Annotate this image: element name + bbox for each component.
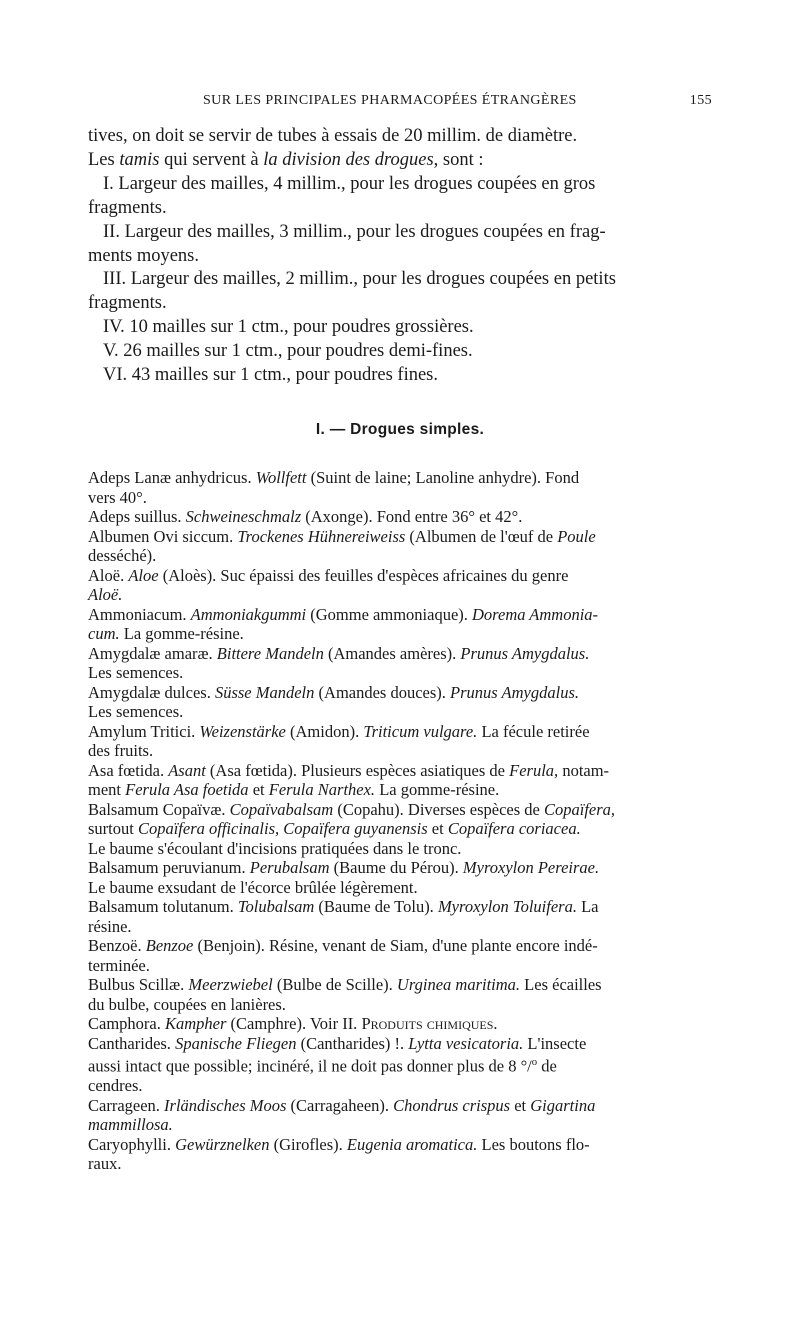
entry-line [88, 702, 700, 722]
entry-line [88, 858, 700, 878]
italic-run: Myroxylon Toluifera. [437, 897, 577, 916]
text-run: (Girofles). [269, 1134, 347, 1154]
entry-asa-foetida [88, 761, 700, 800]
text-run: cendres. [88, 1076, 143, 1095]
text-run: (Benjoin). Résine, venant de Siam, d'une plante encore indé- [193, 936, 598, 955]
text-run: et [427, 819, 448, 838]
sieve-item: IV. 10 mailles sur 1 ctm., pour poudres grossières. [103, 317, 474, 338]
sieve-item [88, 221, 700, 245]
text-run: (Cantharides) !. [296, 1033, 409, 1053]
text-run: Bulbus Scillæ. [88, 975, 189, 994]
text-run: (Carragaheen). [286, 1095, 394, 1115]
entry-line [88, 819, 700, 839]
text-run: Les semences. [88, 663, 184, 682]
entry-balsamum-peruvianum [88, 858, 700, 897]
italic-run: cum. [88, 624, 120, 643]
text-run: (Bulbe de Scille). [272, 975, 397, 994]
entry-line [88, 838, 700, 859]
italic-run: Aloe [128, 565, 159, 585]
text-run: Adeps Lanæ anhydricus. [88, 468, 256, 487]
text-run: La gomme-résine. [375, 780, 500, 799]
entry-camphora [88, 1014, 700, 1034]
text-run: Balsamum Copaïvæ. [88, 799, 230, 819]
italic-run: Süsse Mandeln [214, 682, 315, 702]
sieve-item-text: II. Largeur des mailles, 3 millim., pour les drogues coupées en frag- [103, 221, 606, 242]
header-title: SUR LES PRINCIPALES PHARMACOPÉES ÉTRANGÈRES [203, 93, 577, 108]
entry-line [88, 780, 700, 800]
entry-balsamum-copaivae [88, 800, 700, 859]
italic-run: Schweineschmalz [185, 507, 302, 526]
intro-line-text: tives, on doit se servir de tubes à essais de 20 millim. de diamètre. [88, 126, 578, 146]
text-run: Amylum Tritici. [88, 721, 200, 741]
text-run: Benzoë. [88, 936, 146, 955]
sieve-item [88, 268, 700, 292]
italic-run: Copaïvabalsam [229, 799, 334, 819]
entry-amylum [88, 722, 700, 761]
entry-line [88, 994, 700, 1015]
text-run: Les [88, 149, 120, 170]
page-number: 155 [689, 93, 712, 108]
italic-run: Spanische Fliegen [175, 1033, 297, 1053]
text-run: (Camphre). Voir II. [226, 1014, 362, 1033]
italic-run: Ferula Asa foetida [125, 780, 249, 799]
italic-run: Kampher [164, 1014, 227, 1033]
italic-run: Ferula, [509, 760, 559, 780]
sieve-item-text: III. Largeur des mailles, 2 millim., pour les drogues coupées en petits [103, 269, 616, 290]
drug-entries [88, 468, 700, 1174]
entry-amygdalae-amarae [88, 644, 700, 683]
text-run: (Aloès). Suc épaissi des feuilles d'espèces africaines du genre [158, 565, 569, 585]
text-run: raux. [88, 1154, 122, 1173]
text-run: vers 40°. [88, 487, 147, 507]
entry-cantharides [88, 1034, 700, 1096]
running-header [88, 93, 712, 113]
entry-line [88, 487, 700, 508]
text-run: L'insecte [523, 1033, 587, 1053]
italic-run: Ammoniakgummi [190, 604, 307, 624]
entry-ammoniacum [88, 605, 700, 644]
entry-balsamum-tolutanum [88, 897, 700, 936]
text-run: (Baume du Pérou). [329, 858, 463, 877]
entry-line [88, 468, 700, 488]
entry-line [88, 1053, 700, 1076]
text-run: (Copahu). Diverses espèces de [333, 799, 544, 819]
italic-run: Irländisches Moos [164, 1095, 287, 1115]
text-run: notam- [558, 760, 610, 780]
text-run: (Asa fœtida). Plusieurs espèces asiatiques de [205, 760, 510, 780]
entry-line [88, 663, 700, 683]
text-run: La [576, 897, 599, 916]
text-run: et [248, 780, 269, 799]
italic-run: Myroxylon Pereirae. [462, 858, 600, 877]
entry-line [88, 643, 700, 664]
text-run: qui servent à [159, 149, 264, 170]
text-run: Camphora. [88, 1014, 165, 1033]
italic-run: Gigartina [530, 1095, 596, 1115]
entry-line [88, 955, 700, 976]
entry-bulbus-scillae [88, 975, 700, 1014]
entry-line [88, 1134, 700, 1155]
entry-line [88, 799, 700, 820]
text-run: Amygdalæ amaræ. [88, 643, 217, 663]
text-run: (Amandes douces). [314, 682, 451, 702]
text-run: des fruits. [88, 741, 154, 760]
italic-run: la division des drogues [263, 149, 434, 170]
text-run: Carrageen. [88, 1095, 165, 1115]
entry-aloe [88, 566, 700, 605]
text-run: (Amidon). [285, 721, 364, 741]
italic-run: mammillosa. [88, 1115, 173, 1134]
entry-line [88, 682, 700, 703]
italic-run: Tolubalsam [237, 897, 315, 916]
text-run: Caryophylli. [88, 1134, 176, 1154]
italic-run: Gewürznelken [175, 1134, 270, 1154]
entry-benzoe [88, 936, 700, 975]
italic-run: Perubalsam [249, 858, 330, 877]
text-run: Le baume exsudant de l'écorce brûlée légèrement. [88, 877, 418, 897]
text-run: Les semences. [88, 702, 184, 721]
entry-line [88, 565, 700, 586]
italic-run: Urginea maritima. [396, 975, 521, 994]
text-run: Asa fœtida. [88, 760, 169, 780]
entry-line [88, 897, 700, 917]
intro-line [88, 125, 700, 149]
entry-line [88, 741, 700, 761]
text-run: (Amandes amères). [323, 643, 461, 663]
entry-line [88, 1095, 700, 1116]
italic-run: Aloë. [88, 585, 123, 604]
italic-run: Dorema Ammonia- [472, 604, 599, 624]
text-run: Amygdalæ dulces. [88, 682, 215, 702]
text-run: Le baume s'écoulant d'incisions pratiquées dans le tronc. [88, 838, 462, 858]
text-run: , sont : [433, 149, 484, 170]
italic-run: Asant [168, 760, 206, 780]
intro-text [88, 125, 700, 388]
entry-caryophylli [88, 1135, 700, 1174]
entry-albumen [88, 527, 700, 566]
smallcaps-run: Produits chimiques [361, 1014, 494, 1033]
italic-run: tamis [119, 149, 160, 170]
text-run: terminée. [88, 955, 150, 975]
text-run: et [510, 1095, 531, 1115]
entry-line [88, 585, 700, 605]
sieve-item: VI. 43 mailles sur 1 ctm., pour poudres fines. [103, 365, 438, 386]
text-run: résine. [88, 916, 132, 936]
text-run: de [537, 1056, 557, 1076]
entry-amygdalae-dulces [88, 683, 700, 722]
text-run: du bulbe, coupées en lanières. [88, 994, 286, 1014]
italic-run: Weizenstärke [199, 721, 286, 741]
sieve-item-text: I. Largeur des mailles, 4 millim., pour les drogues coupées en gros [103, 173, 596, 194]
italic-run: Benzoe [145, 936, 194, 955]
sieve-item-cont: fragments. [88, 293, 167, 314]
entry-line [88, 546, 700, 566]
italic-run: Ferula Narthex. [268, 780, 376, 799]
italic-run: Poule [557, 526, 596, 546]
text-run: La fécule retirée [477, 721, 590, 741]
entry-line [88, 760, 700, 781]
italic-run: Copaïfera officinalis, Copaïfera guyanensis [137, 819, 428, 838]
text-run: desséché). [88, 546, 157, 565]
entry-adeps-suillus [88, 507, 700, 527]
italic-run: Bittere Mandeln [216, 643, 324, 663]
entry-line [88, 1115, 700, 1135]
sieve-item-cont: fragments. [88, 197, 167, 218]
entry-carrageen [88, 1096, 700, 1135]
italic-run: Meerzwiebel [188, 975, 273, 994]
text-run: Adeps suillus. [88, 507, 186, 526]
entry-line [88, 507, 700, 527]
text-run: (Gomme ammoniaque). [306, 604, 473, 624]
entry-line [88, 624, 700, 644]
text-run: Les boutons flo- [477, 1134, 590, 1154]
italic-run: Lytta vesicatoria. [408, 1033, 524, 1053]
text-run: La gomme-résine. [119, 624, 244, 643]
text-run: surtout [88, 819, 138, 838]
entry-line [88, 1154, 700, 1174]
italic-run: Wollfett [255, 468, 307, 487]
entry-line [88, 526, 700, 547]
entry-adeps-lanae [88, 468, 700, 507]
text-run: aussi intact que possible; incinéré, il ne doit pas donner plus de 8 °/ [88, 1056, 532, 1076]
sieve-item [88, 173, 700, 197]
text-run: Balsamum tolutanum. [88, 897, 238, 916]
text-run: Ammoniacum. [88, 604, 191, 624]
entry-line [88, 1033, 700, 1054]
italic-run: Copaïfera coriacea. [447, 819, 581, 838]
entry-line [88, 936, 700, 956]
text-run: (Suint de laine; Lanoline anhydre). Fond [306, 468, 580, 487]
italic-run: Prunus Amygdalus. [450, 682, 579, 702]
text-run: ment [88, 780, 126, 799]
text-run: o [531, 1056, 538, 1068]
entry-line [88, 604, 700, 625]
entry-line [88, 721, 700, 742]
sieve-item: V. 26 mailles sur 1 ctm., pour poudres demi-fines. [103, 341, 473, 362]
text-run: Aloë. [88, 565, 129, 585]
sieve-item-cont: ments moyens. [88, 245, 199, 266]
italic-run: Trockenes Hühnereiweiss [237, 526, 406, 546]
italic-run: Prunus Amygdalus. [460, 643, 590, 663]
italic-run: Copaïfera, [543, 799, 616, 819]
text-run: Albumen Ovi siccum. [88, 526, 238, 546]
intro-line [88, 149, 700, 173]
italic-run: Chondrus crispus [393, 1095, 511, 1115]
text-run: (Albumen de l'œuf de [405, 526, 558, 546]
text-run: (Baume de Tolu). [314, 897, 438, 916]
section-heading: I. — Drogues simples. [315, 421, 485, 438]
text-run: (Axonge). Fond entre 36° et 42°. [301, 507, 523, 526]
entry-line [88, 916, 700, 937]
text-run: Les écailles [520, 975, 602, 994]
entry-line [88, 1076, 700, 1096]
text-run: . [493, 1014, 498, 1033]
entry-line [88, 1014, 700, 1034]
entry-line [88, 975, 700, 995]
italic-run: Triticum vulgare. [363, 721, 478, 741]
entry-line [88, 877, 700, 898]
text-run: Balsamum peruvianum. [88, 858, 250, 877]
text-run: Cantharides. [88, 1033, 176, 1053]
italic-run: Eugenia aromatica. [346, 1134, 478, 1154]
